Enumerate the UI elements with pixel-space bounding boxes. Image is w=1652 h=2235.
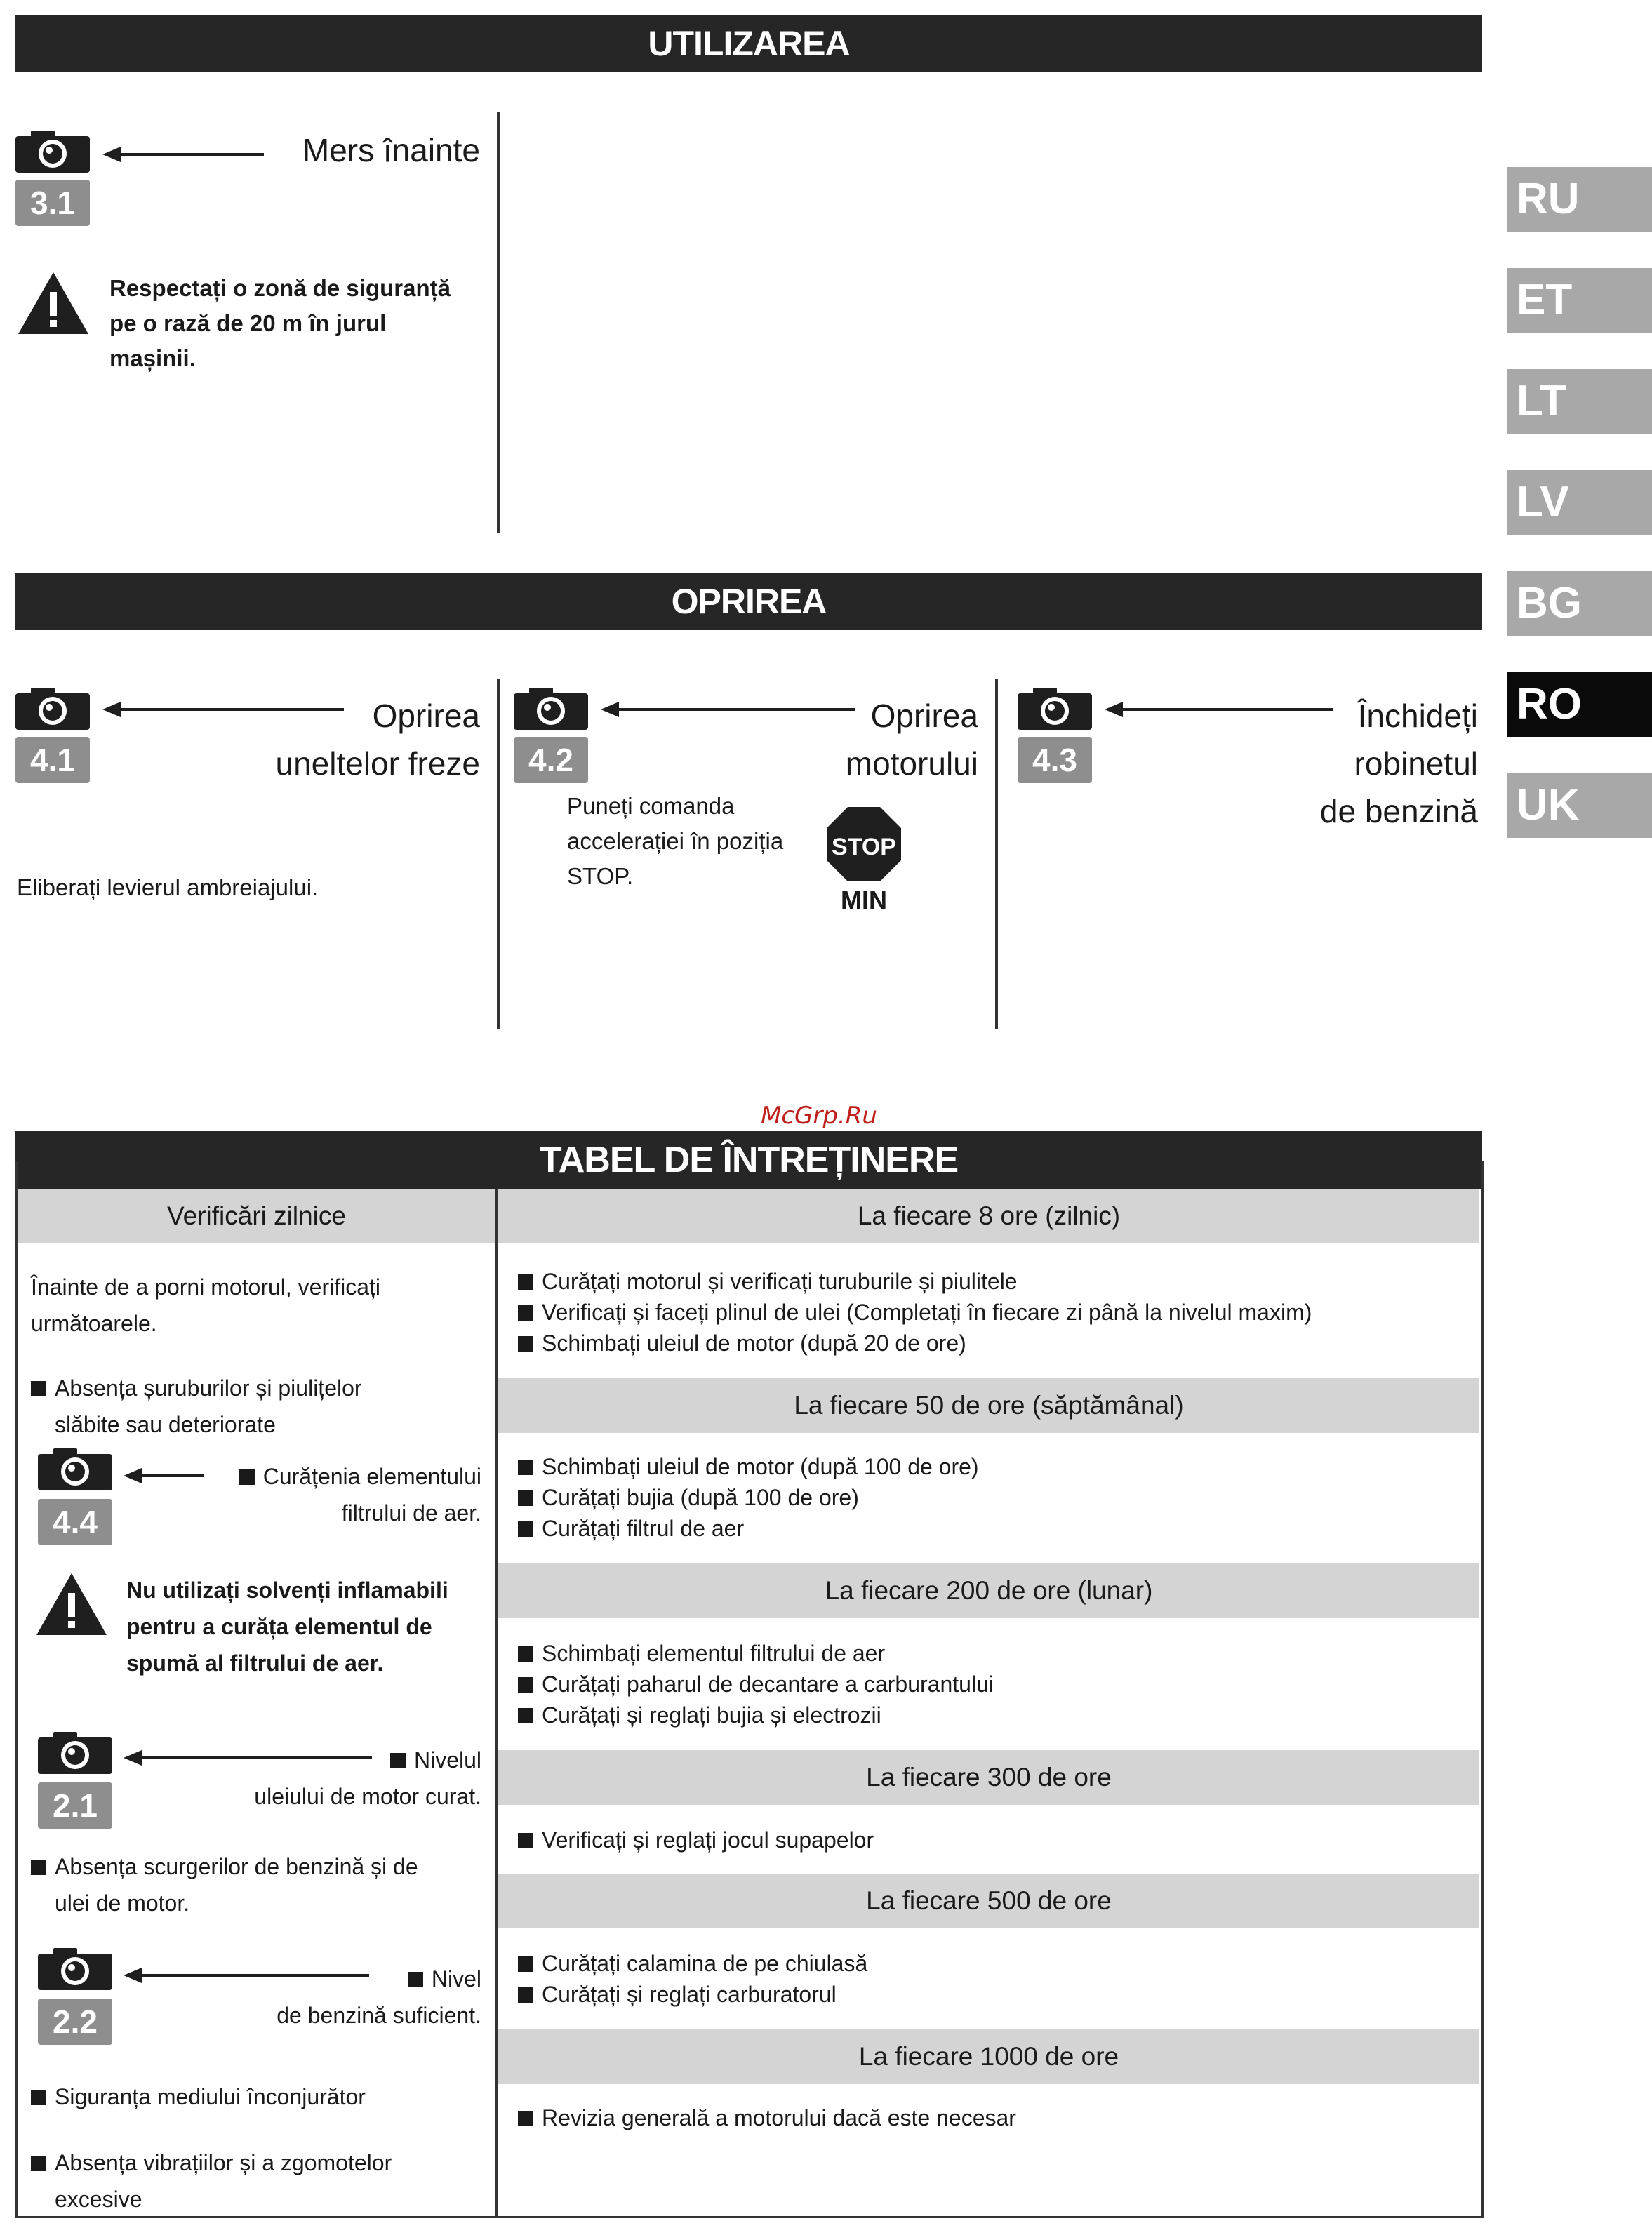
lang-tab-uk[interactable]: UK bbox=[1507, 773, 1652, 838]
lang-tab-lt[interactable]: LT bbox=[1507, 369, 1652, 434]
interval-items-200h bbox=[518, 1638, 1472, 1730]
interval-header-300h: La fiecare 300 de ore bbox=[498, 1750, 1479, 1805]
divider bbox=[497, 112, 500, 533]
step-badge-2-1: 2.1 bbox=[38, 1782, 112, 1829]
divider bbox=[497, 679, 500, 1029]
list-item: Curățați paharul de decantare a carburantului bbox=[518, 1669, 1472, 1700]
step-badge-3-1: 3.1 bbox=[15, 180, 90, 226]
usage-warning: Respectați o zonă de siguranță pe o rază de 20 m în jurul mașinii. bbox=[109, 275, 451, 371]
list-item: Schimbați elementul filtrului de aer bbox=[518, 1638, 1472, 1669]
list-item: Curățați și reglați bujia și electrozii bbox=[518, 1700, 1472, 1730]
interval-header-50h: La fiecare 50 de ore (săptămânal) bbox=[498, 1378, 1479, 1433]
interval-items-8h bbox=[518, 1266, 1472, 1359]
list-item: Curățați și reglați carburatorul bbox=[518, 1979, 1472, 2010]
list-item: Schimbați uleiul de motor (după 100 de ore) bbox=[518, 1451, 1472, 1482]
interval-header-8h: La fiecare 8 ore (zilnic) bbox=[498, 1189, 1479, 1243]
daily-fuel-level: Nivel de benzină suficient. bbox=[277, 1966, 481, 2028]
lang-tab-ru[interactable]: RU bbox=[1507, 167, 1652, 232]
list-item: Curățați filtrul de aer bbox=[518, 1513, 1472, 1544]
lang-tab-et[interactable]: ET bbox=[1507, 268, 1652, 333]
camera-icon bbox=[514, 688, 588, 730]
step-badge-2-2: 2.2 bbox=[38, 1999, 112, 2045]
daily-intro: Înainte de a porni motorul, verificați următoarele. bbox=[31, 1274, 381, 1336]
arrow-left-icon bbox=[102, 144, 264, 165]
daily-item-leaks: Absența scurgerilor de benzină și de ulei de motor. bbox=[31, 1848, 487, 1921]
interval-header-1000h: La fiecare 1000 de ore bbox=[498, 2029, 1479, 2084]
step-title-stop-engine: Oprirea motorului bbox=[845, 698, 978, 782]
stop-sign-icon bbox=[825, 806, 902, 883]
min-label: MIN bbox=[841, 886, 887, 914]
section-header-maintenance: TABEL DE ÎNTREȚINERE bbox=[15, 1131, 1482, 1189]
interval-items-1000h bbox=[518, 2102, 1472, 2133]
step-text-4-1: Eliberați levierul ambreiajului. bbox=[17, 874, 319, 900]
interval-header-500h: La fiecare 500 de ore bbox=[498, 1874, 1479, 1928]
svg-text:STOP: STOP bbox=[832, 834, 896, 860]
step-title-close-fuel: Închideți robinetul de benzină bbox=[1319, 698, 1478, 829]
step-title-stop-tools: Oprirea uneltelor freze bbox=[275, 698, 480, 782]
watermark: McGrp.Ru bbox=[761, 1102, 877, 1130]
camera-icon bbox=[38, 1948, 112, 1990]
arrow-left-icon bbox=[124, 1465, 204, 1486]
camera-icon bbox=[15, 688, 90, 730]
camera-icon bbox=[1018, 688, 1092, 730]
step-badge-4-4: 4.4 bbox=[38, 1499, 112, 1545]
list-item: Verificați și faceți plinul de ulei (Completați în fiecare zi până la nivelul maxim) bbox=[518, 1297, 1472, 1328]
step-title-forward: Mers înainte bbox=[302, 132, 480, 168]
step-badge-4-1: 4.1 bbox=[15, 737, 90, 783]
section-header-stop: OPRIREA bbox=[15, 573, 1482, 630]
step-text-4-2: Puneți comanda accelerației în poziția STOP. bbox=[567, 793, 784, 889]
interval-items-300h bbox=[518, 1824, 1472, 1855]
daily-air-filter: Curățenia elementului filtrului de aer. bbox=[204, 1458, 481, 1531]
list-item: Curățați motorul și verificați turuburile și piulitele bbox=[518, 1266, 1472, 1297]
daily-oil-level: Nivelul uleiului de motor curat. bbox=[254, 1747, 481, 1809]
step-badge-4-3: 4.3 bbox=[1018, 737, 1092, 783]
list-item: Verificați și reglați jocul supapelor bbox=[518, 1824, 1472, 1855]
warning-icon bbox=[17, 271, 90, 335]
section-header-usage: UTILIZAREA bbox=[15, 15, 1482, 72]
list-item: Revizia generală a motorului dacă este necesar bbox=[518, 2102, 1472, 2133]
camera-icon bbox=[38, 1448, 112, 1490]
lang-tab-bg[interactable]: BG bbox=[1507, 571, 1652, 636]
daily-item-vibrations: Absența vibrațiilor și a zgomotelor excesive bbox=[31, 2144, 487, 2217]
divider bbox=[995, 679, 998, 1029]
camera-icon bbox=[15, 131, 90, 173]
daily-header: Verificări zilnice bbox=[18, 1189, 495, 1243]
warning-icon bbox=[35, 1572, 108, 1636]
camera-icon bbox=[38, 1732, 112, 1774]
daily-item-bolts: Absența șuruburilor și piulițelor slăbite sau deteriorate bbox=[31, 1370, 480, 1443]
lang-tab-lv[interactable]: LV bbox=[1507, 470, 1652, 535]
interval-header-200h: La fiecare 200 de ore (lunar) bbox=[498, 1563, 1479, 1618]
daily-item-environment: Siguranța mediului înconjurător bbox=[31, 2079, 487, 2115]
interval-items-50h bbox=[518, 1451, 1472, 1544]
interval-items-500h bbox=[518, 1948, 1472, 2010]
list-item: Schimbați uleiul de motor (după 20 de ore) bbox=[518, 1328, 1472, 1359]
list-item: Curățați bujia (după 100 de ore) bbox=[518, 1482, 1472, 1513]
daily-warning: Nu utilizați solvenți inflamabili pentru a curăța elementul de spumă al filtrului de aer. bbox=[126, 1577, 448, 1676]
list-item: Curățați calamina de pe chiulasă bbox=[518, 1948, 1472, 1979]
step-badge-4-2: 4.2 bbox=[514, 737, 588, 783]
lang-tab-ro[interactable]: RO bbox=[1507, 672, 1652, 737]
